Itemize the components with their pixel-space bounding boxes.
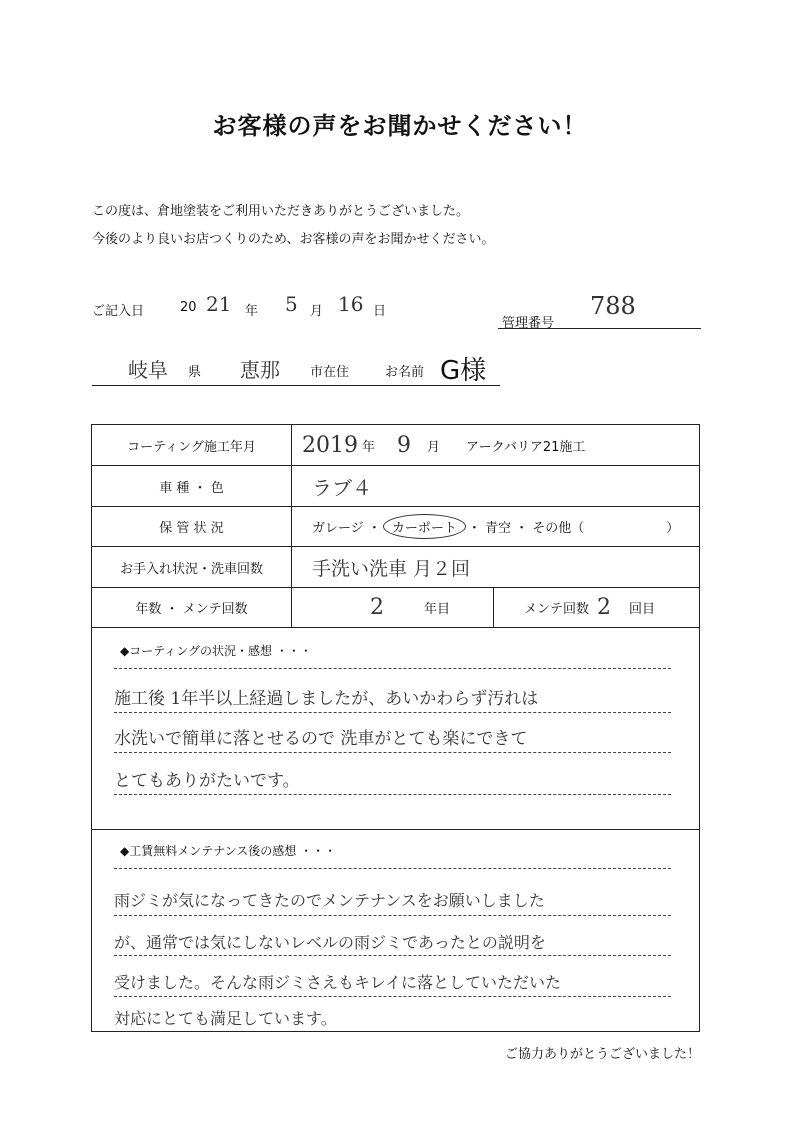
entry-month-hand: 5 (285, 292, 298, 316)
storage-label: 保 管 状 況 (92, 507, 292, 546)
coating-impressions-line-3: とてもありがたいです。 (114, 771, 300, 791)
storage-row (92, 507, 699, 547)
entry-year-label: 年 (245, 304, 259, 319)
maintenance-impressions-line-4: 対応にとても満足しています。 (114, 1009, 337, 1028)
intro-line-1: この度は、倉地塗装をご利用いただきありがとうございました。 (92, 204, 470, 219)
years-value-cell (292, 588, 494, 627)
management-label: 管理番号 (502, 316, 555, 331)
coating-impressions-heading: ◆コーティングの状況・感想 ・・・ (120, 644, 312, 658)
care-value: 手洗い洗車 月２回 (312, 557, 471, 580)
entry-year-hand: 21 (206, 292, 232, 316)
management-underline (498, 328, 701, 329)
survey-table (91, 424, 700, 1032)
car-value-cell (292, 466, 699, 506)
maintenance-impressions-heading: ◆工賃無料メンテナンス後の感想 ・・・ (120, 844, 337, 858)
coating-date-row (92, 425, 699, 466)
address-underline (92, 385, 500, 386)
coating-month-hand: 9 (397, 432, 412, 458)
storage-opt-carport-circled: カーポート (383, 514, 466, 539)
dashed-line (114, 668, 671, 669)
coating-date-value (292, 425, 699, 465)
dashed-line (114, 752, 671, 753)
city-label: 市在住 (310, 365, 350, 380)
storage-opt-others: ・ 青空 ・ その他（ (467, 521, 585, 536)
entry-day-label: 日 (373, 304, 387, 319)
years-label-text: 年目 (424, 602, 451, 617)
dashed-line (114, 955, 671, 956)
entry-month-label: 月 (310, 304, 324, 319)
coating-product: アークバリア21施工 (466, 439, 586, 455)
coating-month-label: 月 (427, 439, 441, 455)
maintenance-impressions-line-3: 受けました。そんな雨ジミさえもキレイに落としていただいた (114, 973, 562, 992)
name-label: お名前 (385, 365, 425, 380)
prefecture-label: 県 (188, 365, 202, 380)
prefecture-hand: 岐阜 (128, 358, 168, 382)
car-label: 車 種 ・ 色 (92, 466, 292, 506)
years-row (92, 588, 699, 628)
storage-opt-garage: ガレージ ・ (312, 521, 381, 536)
dashed-line (114, 996, 671, 997)
footer-thanks: ご協力ありがとうございました！ (505, 1047, 701, 1062)
coating-impressions-section (92, 628, 699, 830)
dashed-line (114, 915, 671, 916)
page-title: お客様の声をお聞かせください！ (212, 112, 588, 140)
dashed-line (114, 794, 671, 795)
maint-count-hand: 2 (597, 595, 612, 620)
dashed-line (114, 868, 671, 869)
maintenance-impressions-line-2: が、通常では気にしないレベルの雨ジミであったとの説明を (114, 933, 546, 952)
entry-date-label: ご記入日 (92, 304, 145, 319)
entry-day-hand: 16 (338, 292, 364, 316)
management-value: 788 (590, 292, 636, 320)
intro-line-2: 今後のより良いお店つくりのため、お客様の声をお聞かせください。 (92, 232, 495, 247)
coating-date-label: コーティング施工年月 (92, 425, 292, 465)
storage-options (292, 507, 699, 546)
city-hand: 恵那 (240, 358, 280, 382)
maint-count-label: メンテ回数 (524, 602, 590, 617)
storage-opt-close: ） (666, 521, 680, 536)
name-value: G様 (440, 356, 487, 386)
years-label: 年数 ・ メンテ回数 (92, 588, 292, 627)
care-row (92, 547, 699, 588)
maintenance-impressions-section (92, 830, 699, 1030)
maint-count-cell (496, 588, 699, 627)
years-hand: 2 (370, 595, 384, 620)
maint-count-unit: 回目 (629, 602, 656, 617)
coating-impressions-line-2: 水洗いで簡単に落とせるので 洗車がとても楽にできて (114, 729, 528, 749)
care-label: お手入れ状況・洗車回数 (92, 547, 292, 587)
car-value: ラブ４ (312, 475, 372, 500)
coating-impressions-line-1: 施工後 1年半以上経過しましたが、あいかわらず汚れは (114, 689, 539, 709)
entry-year-prefix: 20 (180, 300, 197, 315)
coating-year-hand: 2019 (302, 432, 358, 458)
car-row (92, 466, 699, 507)
maintenance-impressions-line-1: 雨ジミが気になってきたのでメンテナンスをお願いしました (114, 891, 545, 910)
coating-year-label: 年 (362, 439, 376, 455)
dashed-line (114, 712, 671, 713)
care-value-cell (292, 547, 699, 587)
